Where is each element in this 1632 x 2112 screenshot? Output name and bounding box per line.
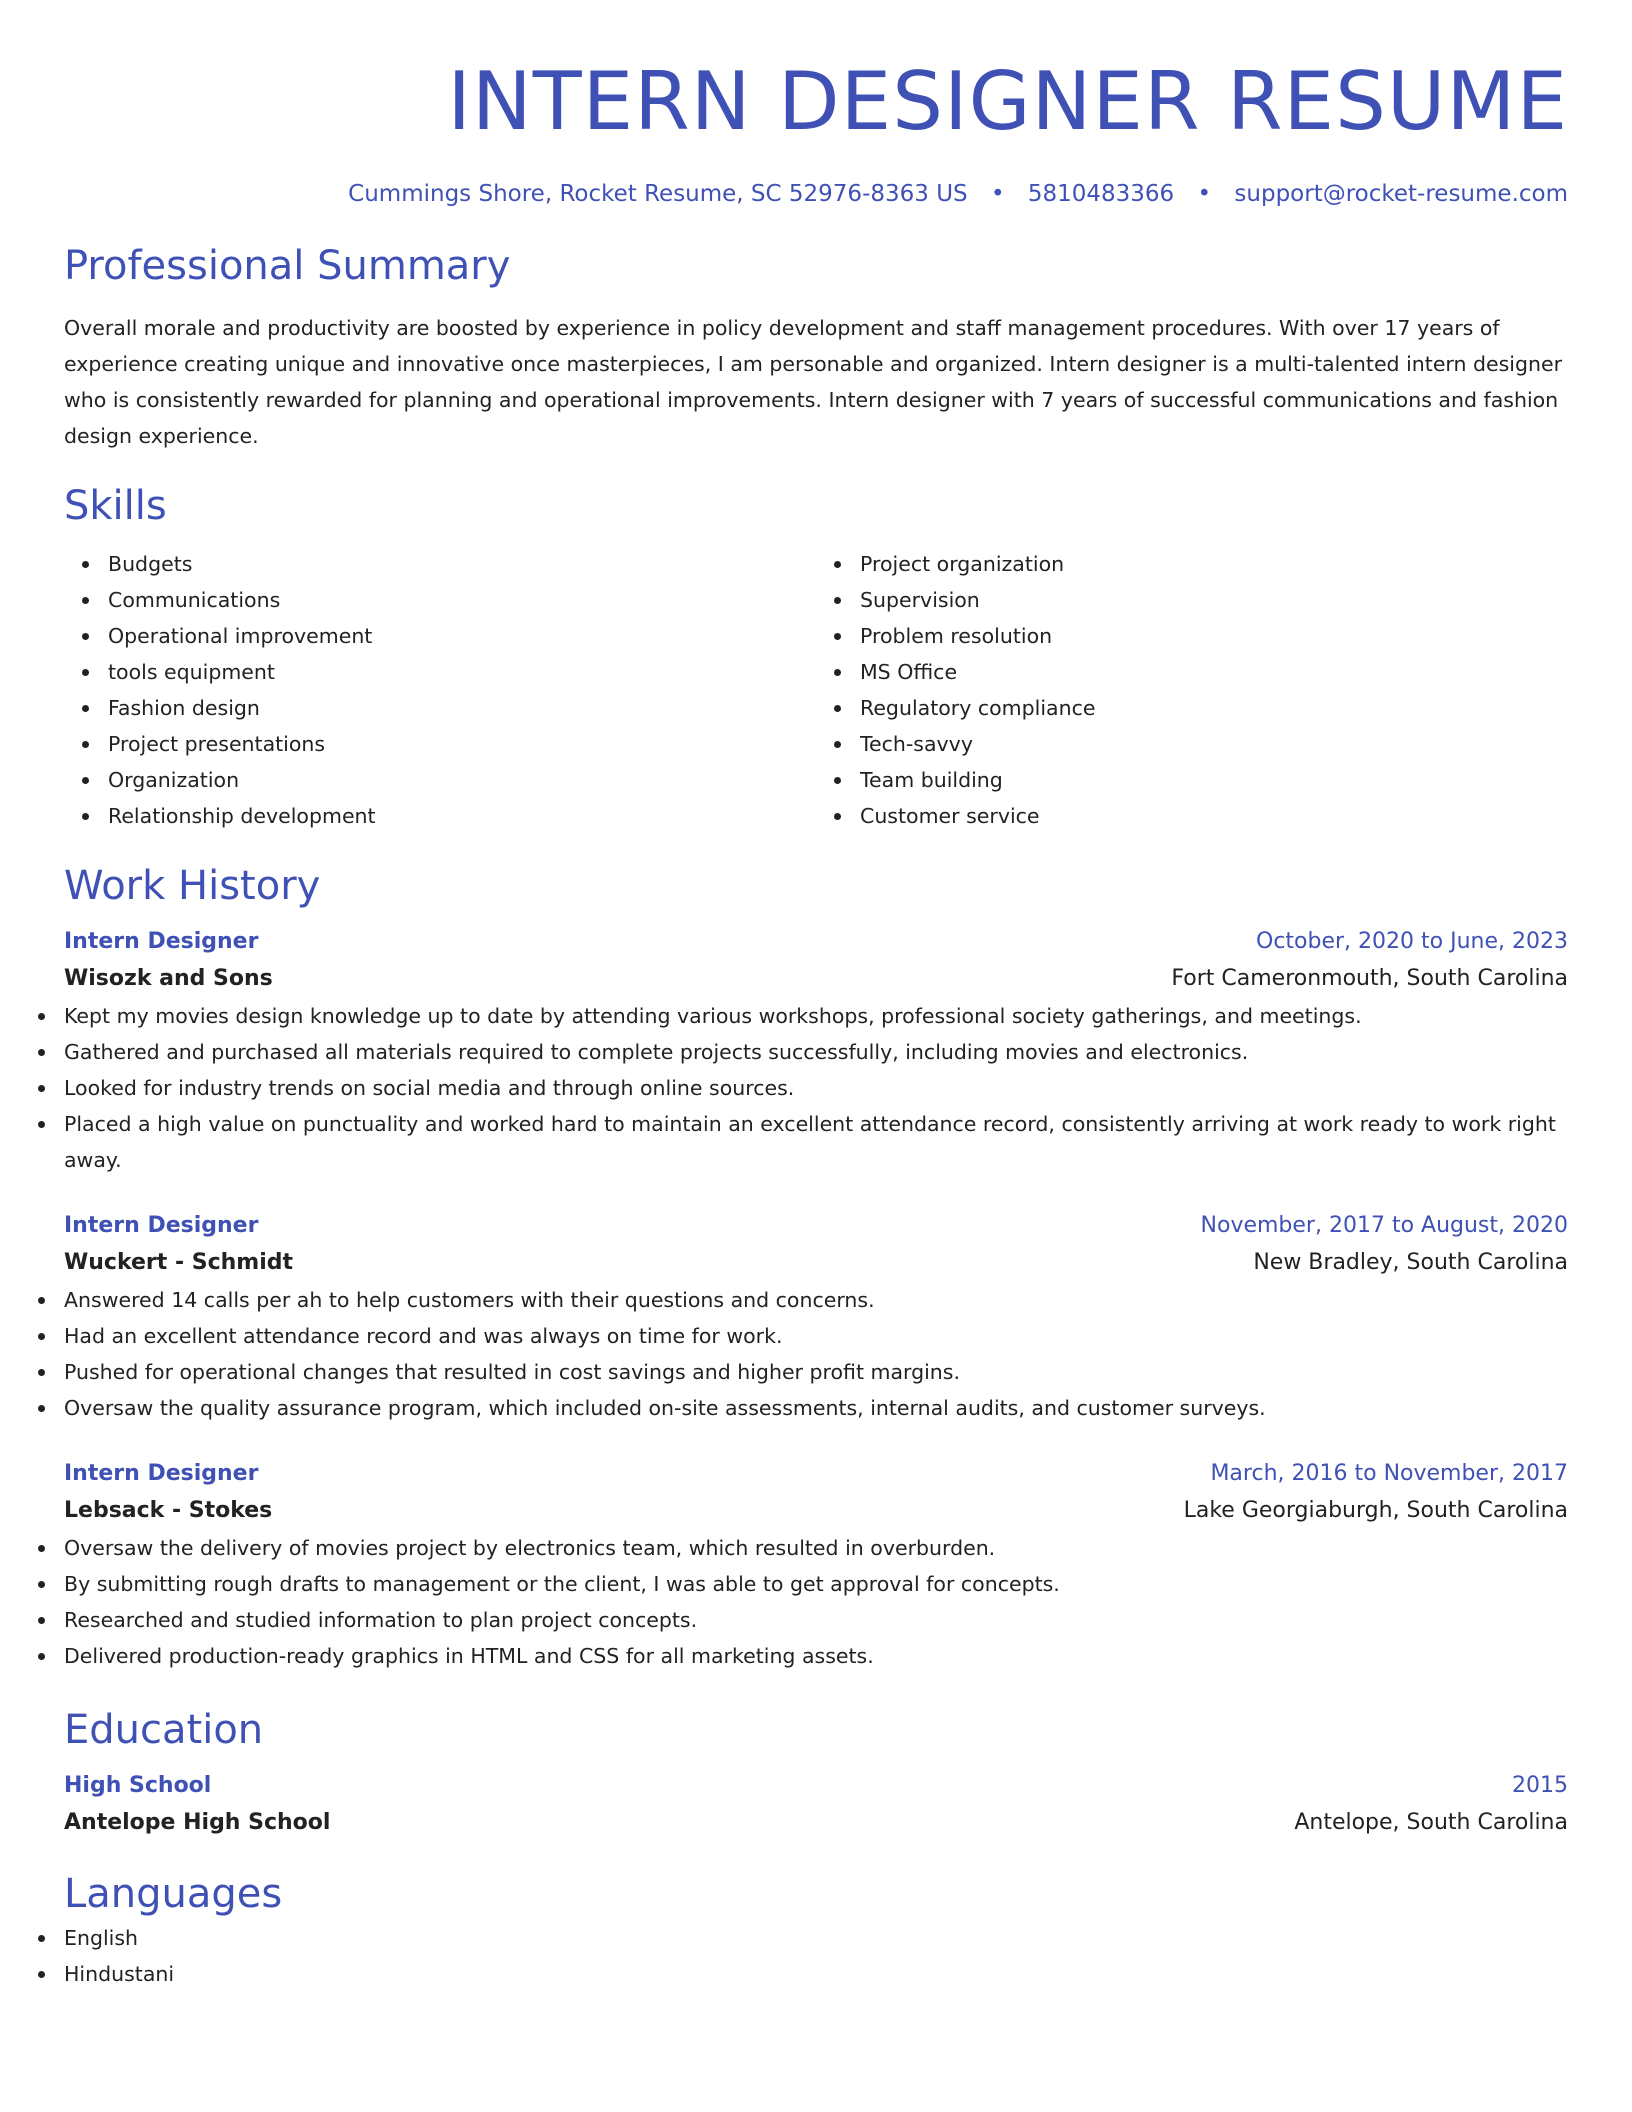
- education-location: Antelope, South Carolina: [1294, 1810, 1568, 1835]
- skill-item: tools equipment: [108, 654, 816, 690]
- job-bullet: Answered 14 calls per ah to help customers with their questions and concerns.: [64, 1282, 1568, 1318]
- education-school-row: [64, 1804, 1568, 1842]
- job-company: Wisozk and Sons: [64, 966, 273, 991]
- skill-item: Supervision: [860, 582, 1568, 618]
- job-location: New Bradley, South Carolina: [1253, 1250, 1568, 1275]
- education-school: Antelope High School: [64, 1810, 331, 1835]
- skill-item: Project organization: [860, 546, 1568, 582]
- education-degree: High School: [64, 1773, 212, 1798]
- job-bullet: Had an excellent attendance record and was always on time for work.: [64, 1318, 1568, 1354]
- job-title: Intern Designer: [64, 1213, 259, 1238]
- contact-separator: •: [990, 181, 1005, 207]
- skill-item: Project presentations: [108, 726, 816, 762]
- languages-heading: Languages: [64, 1871, 283, 1917]
- job-bullet: Researched and studied information to plan project concepts.: [64, 1602, 1568, 1638]
- job-company-row: [64, 960, 1568, 998]
- job-title: Intern Designer: [64, 1461, 259, 1486]
- skill-item: Relationship development: [108, 798, 816, 834]
- job-bullet: Placed a high value on punctuality and worked hard to maintain an excellent attendance record, consistently arriving at work ready to work right away.: [64, 1106, 1568, 1178]
- education-degree-row: [64, 1768, 1568, 1804]
- contact-separator: •: [1197, 181, 1212, 207]
- job-dates: March, 2016 to November, 2017: [1210, 1461, 1568, 1486]
- skill-item: Regulatory compliance: [860, 690, 1568, 726]
- work-history-heading: Work History: [64, 863, 321, 909]
- job-bullet: Pushed for operational changes that resulted in cost savings and higher profit margins.: [64, 1354, 1568, 1390]
- skill-item: MS Office: [860, 654, 1568, 690]
- job-dates: November, 2017 to August, 2020: [1200, 1213, 1568, 1238]
- job-entry: [64, 1208, 1568, 1426]
- job-title: Intern Designer: [64, 929, 259, 954]
- skill-item: Customer service: [860, 798, 1568, 834]
- job-entry: [64, 1456, 1568, 1674]
- job-location: Fort Cameronmouth, South Carolina: [1171, 966, 1568, 991]
- resume-page: [64, 0, 1568, 1992]
- job-dates: October, 2020 to June, 2023: [1256, 929, 1568, 954]
- skill-item: Fashion design: [108, 690, 816, 726]
- education-year: 2015: [1512, 1773, 1568, 1798]
- job-bullet: Looked for industry trends on social media and through online sources.: [64, 1070, 1568, 1106]
- job-bullet: Delivered production-ready graphics in HTML and CSS for all marketing assets.: [64, 1638, 1568, 1674]
- skills-grid: [64, 546, 1568, 834]
- job-bullet: Oversaw the quality assurance program, which included on-site assessments, internal audits, and customer surveys.: [64, 1390, 1568, 1426]
- summary-heading: Professional Summary: [64, 243, 511, 289]
- skill-item: Tech-savvy: [860, 726, 1568, 762]
- job-bullet: Oversaw the delivery of movies project by electronics team, which resulted in overburden.: [64, 1530, 1568, 1566]
- job-bullets: [64, 998, 1568, 1178]
- job-bullet: Gathered and purchased all materials required to complete projects successfully, including movies and electronics.: [64, 1034, 1568, 1070]
- resume-title: INTERN DESIGNER RESUME: [447, 55, 1568, 148]
- skills-list-left: [64, 546, 816, 834]
- language-item: English: [64, 1920, 1568, 1956]
- skill-item: Problem resolution: [860, 618, 1568, 654]
- job-bullets: [64, 1282, 1568, 1426]
- job-location: Lake Georgiaburgh, South Carolina: [1183, 1498, 1568, 1523]
- job-title-row: [64, 1208, 1568, 1244]
- skill-item: Organization: [108, 762, 816, 798]
- skills-heading: Skills: [64, 483, 167, 529]
- skill-item: Team building: [860, 762, 1568, 798]
- job-company: Wuckert - Schmidt: [64, 1250, 294, 1275]
- job-bullet: Kept my movies design knowledge up to date by attending various workshops, professional society gatherings, and meetings.: [64, 998, 1568, 1034]
- contact-email: support@rocket-resume.com: [1234, 181, 1568, 207]
- languages-list: [64, 1920, 1568, 1992]
- education-entry: [64, 1768, 1568, 1842]
- summary-text: Overall morale and productivity are boosted by experience in policy development and staff management procedures. With over 17 years of experience creating unique and innovative once masterpieces, I am personable and organized. Intern designer is a multi-talented intern designer who is consistently rewarded for planning and operational improvements. Intern designer with 7 years of successful communications and fashion design experience.: [64, 316, 1563, 448]
- contact-line: [64, 178, 1568, 210]
- contact-phone: 5810483366: [1027, 181, 1175, 207]
- language-item: Hindustani: [64, 1956, 1568, 1992]
- job-entry: [64, 924, 1568, 1178]
- job-bullet: By submitting rough drafts to management or the client, I was able to get approval for concepts.: [64, 1566, 1568, 1602]
- job-company-row: [64, 1244, 1568, 1282]
- job-title-row: [64, 924, 1568, 960]
- education-heading: Education: [64, 1707, 264, 1753]
- skills-list-right: [816, 546, 1568, 834]
- job-bullets: [64, 1530, 1568, 1674]
- job-company: Lebsack - Stokes: [64, 1498, 273, 1523]
- contact-address: Cummings Shore, Rocket Resume, SC 52976-8363 US: [348, 181, 968, 207]
- skill-item: Communications: [108, 582, 816, 618]
- job-company-row: [64, 1492, 1568, 1530]
- skill-item: Budgets: [108, 546, 816, 582]
- job-title-row: [64, 1456, 1568, 1492]
- skill-item: Operational improvement: [108, 618, 816, 654]
